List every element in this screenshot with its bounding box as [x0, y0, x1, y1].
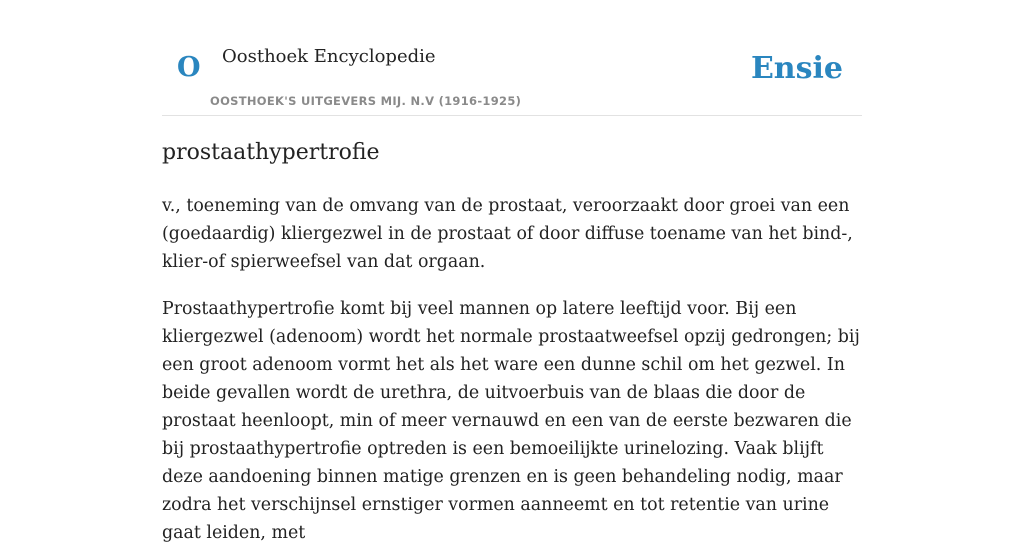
entry-paragraph: v., toeneming van de omvang van de prostaat, veroorzaakt door groei van een (goedaardig) kliergezwel in de prostaat of door diffuse toename van het bind-, klier-of spierweefsel van dat orgaan. — [162, 196, 853, 272]
source-header — [162, 0, 862, 116]
source-subtitle: OOSTHOEK'S UITGEVERS MIJ. N.V (1916-1925) — [210, 94, 522, 108]
source-logo[interactable]: O — [177, 52, 201, 83]
source-title[interactable]: Oosthoek Encyclopedie — [222, 46, 436, 67]
ensie-logo[interactable]: Ensie — [750, 51, 843, 86]
page-container — [162, 0, 862, 543]
entry-title: prostaathypertrofie — [162, 140, 380, 165]
entry-paragraph: Prostaathypertrofie komt bij veel mannen op latere leeftijd voor. Bij een kliergezwel (adenoom) wordt het normale prostaatweefsel opzij gedrongen; bij een groot adenoom vormt het als het ware een dunne schil om het gezwel. In beide gevallen wordt de urethra, de uitvoerbuis van de blaas die door de prostaat heenloopt, min of meer vernauwd en een van de eerste bezwaren die bij prostaathypertrofie optreden is een bemoeilijkte urinelozing. Vaak blijft deze aandoening binnen matige grenzen en is geen behandeling nodig, maar zodra het verschijnsel ernstiger vormen aanneemt en tot retentie van urine gaat leiden, met — [162, 299, 860, 543]
